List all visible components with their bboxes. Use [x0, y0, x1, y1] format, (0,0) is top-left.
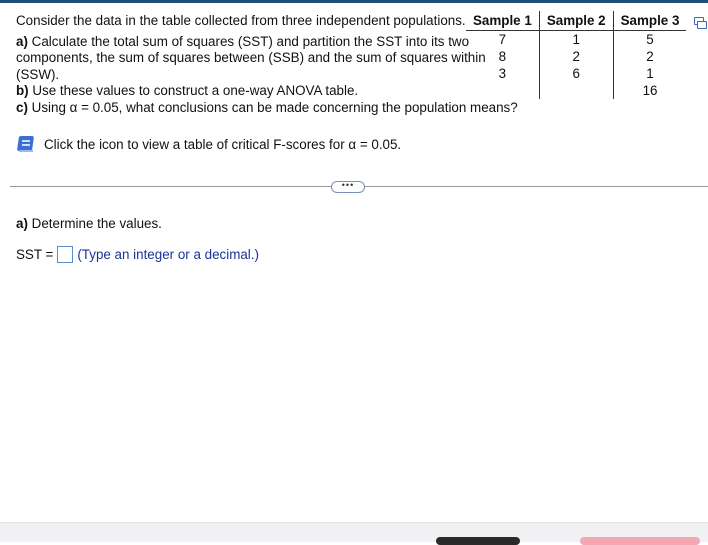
problem-part-c: c) Using α = 0.05, what conclusions can be made concerning the population means? [16, 99, 518, 115]
table-cell: 5 [613, 31, 686, 49]
table-cell: 16 [613, 82, 686, 99]
table-cell [466, 82, 539, 99]
book-icon[interactable] [16, 135, 36, 153]
problem-part-a: a) Calculate the total sum of squares (SST) and partition the SST into its two components, the sum of squares between (SSB) and the sum of squares within (SSW). [16, 33, 486, 82]
problem-intro: Consider the data in the table collected from three independent populations. [16, 13, 466, 28]
copy-icon[interactable] [694, 17, 706, 28]
table-cell: 2 [539, 48, 613, 65]
bottom-right-button[interactable] [580, 537, 700, 545]
table-cell: 2 [613, 48, 686, 65]
table-cell [539, 82, 613, 99]
header-sample-2: Sample 2 [539, 11, 613, 31]
bottom-left-button[interactable] [436, 537, 520, 545]
table-cell: 7 [498, 32, 507, 47]
table-cell: 1 [613, 65, 686, 82]
f-table-hint [16, 135, 401, 153]
table-cell: 6 [539, 65, 613, 82]
f-table-hint-text: Click the icon to view a table of critical F-scores for α = 0.05. [44, 136, 402, 152]
expand-more-button[interactable]: ••• [331, 181, 365, 193]
header-sample-1: Sample 1 [466, 11, 539, 31]
table-row [466, 65, 686, 82]
header-sample-3: Sample 3 [613, 11, 686, 31]
table-cell: 8 [498, 49, 507, 64]
table-cell: 3 [498, 66, 507, 81]
sst-input-hint: (Type an integer or a decimal.) [77, 247, 259, 262]
problem-part-b: b) Use these values to construct a one-way ANOVA table. [16, 83, 359, 99]
table-row [466, 48, 686, 65]
sample-data-table [466, 11, 686, 99]
table-row [466, 31, 686, 49]
sst-answer-row [16, 246, 259, 263]
sst-label: SST = [16, 247, 54, 262]
top-accent-bar [0, 0, 708, 3]
answer-section-title: a) Determine the values. [16, 216, 162, 231]
sst-input[interactable] [57, 246, 73, 263]
table-cell: 1 [539, 31, 613, 49]
table-row [466, 82, 686, 99]
